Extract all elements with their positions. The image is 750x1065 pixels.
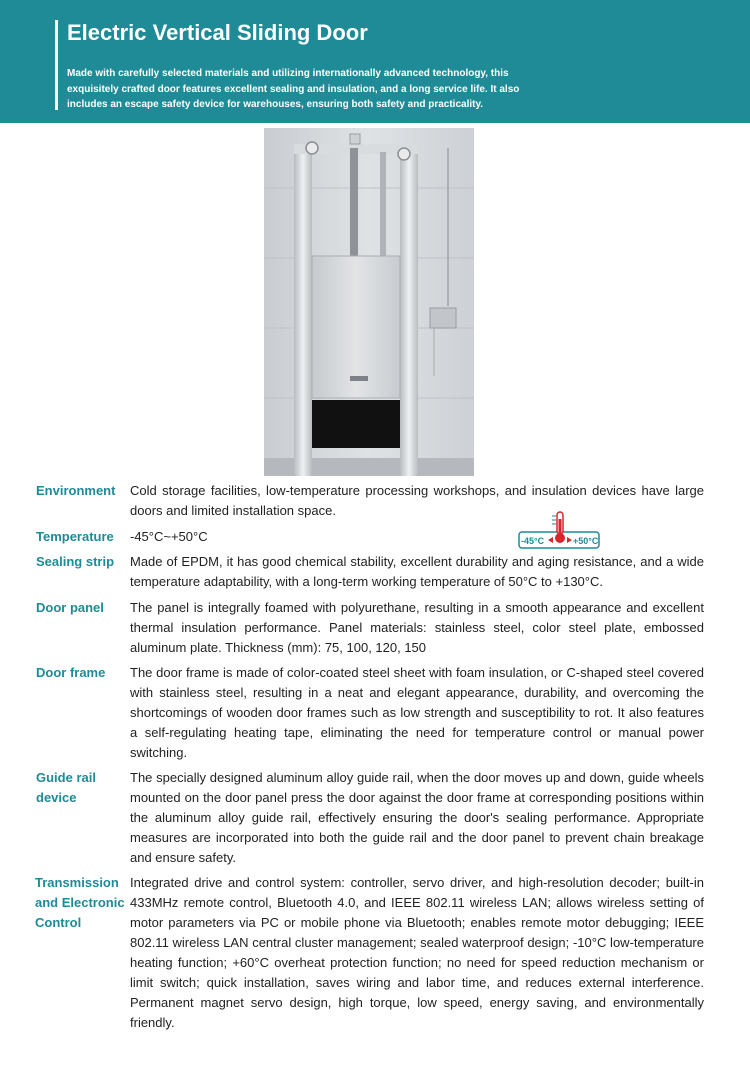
spec-label-guide-rail: Guide rail device [36, 770, 96, 805]
header-accent-bar [55, 20, 58, 110]
thermometer-icon [517, 510, 601, 550]
intro-text: Made with carefully selected materials and utilizing internationally advanced technology, this exquisitely crafted door features excellent sealing and insulation, and a long service life. It also includes an escape safety device for warehouses, ensuring both safety and practicality. [67, 68, 520, 110]
spec-label-sealing-strip: Sealing strip [36, 554, 115, 569]
spec-label-transmission: Transmission and Electronic Control [35, 875, 125, 930]
door-photo [264, 128, 474, 476]
header-banner [0, 0, 750, 123]
spec-label-door-frame: Door frame [36, 665, 106, 680]
spec-text-sealing-strip: Made of EPDM, it has good chemical stability, excellent durability and aging resistance, and a wide temperature adaptability, with a long-term working temperature of 50°C to +130°C. [130, 554, 704, 589]
spec-label-environment: Environment [36, 483, 116, 498]
spec-label-door-panel: Door panel [36, 600, 104, 615]
spec-text-door-frame: The door frame is made of color-coated steel sheet with foam insulation, or C-shaped steel covered with stainless steel, resulting in a neat and elegant appearance, durability, and overcoming the shortcomings of wooden door frames such as low strength and susceptibility to rot. It also features a self-regulating heating tape, eliminating the need for temperature control or manual power switching. [130, 665, 704, 760]
page-title: Electric Vertical Sliding Door [67, 20, 368, 45]
spec-text-transmission: Integrated drive and control system: controller, servo driver, and high-resolution decoder; built-in 433MHz remote control, Bluetooth 4.0, and IEEE 802.11 wireless LAN; allows wireless setting of motor parameters via PC or mobile phone via Bluetooth; enables remote motor debugging; IEEE 802.11 wireless LAN central cluster management; sealed waterproof design; -10°C low-temperature heating function; +60°C overheat protection function; no need for speed reduction mechanism or limit switch; quick installation, saves wiring and labor time, and reduces external interference. Permanent magnet servo design, high torque, low speed, energy saving, and environmentally friendly. [130, 875, 704, 1030]
temp-low-label: -45°C [521, 536, 545, 546]
temp-high-label: +50°C [573, 536, 599, 546]
spec-text-temperature: -45°C~+50°C [130, 529, 208, 544]
spec-text-environment: Cold storage facilities, low-temperature processing workshops, and insulation devices have large doors and limited installation space. [130, 483, 704, 518]
spec-text-door-panel: The panel is integrally foamed with polyurethane, resulting in a smooth appearance and excellent thermal insulation performance. Panel materials: stainless steel, color steel plate, embossed aluminum plate. Thickness (mm): 75, 100, 120, 150 [130, 600, 704, 655]
spec-label-temperature: Temperature [36, 529, 114, 544]
spec-text-guide-rail: The specially designed aluminum alloy guide rail, when the door moves up and down, guide wheels mounted on the door panel press the door against the door frame at corresponding positions within the aluminum alloy guide rail, effectively ensuring the door's sealing performance. Appropriate measures are incorporated into both the guide rail and the door panel to prevent chain breakage and ensure safety. [130, 770, 704, 865]
